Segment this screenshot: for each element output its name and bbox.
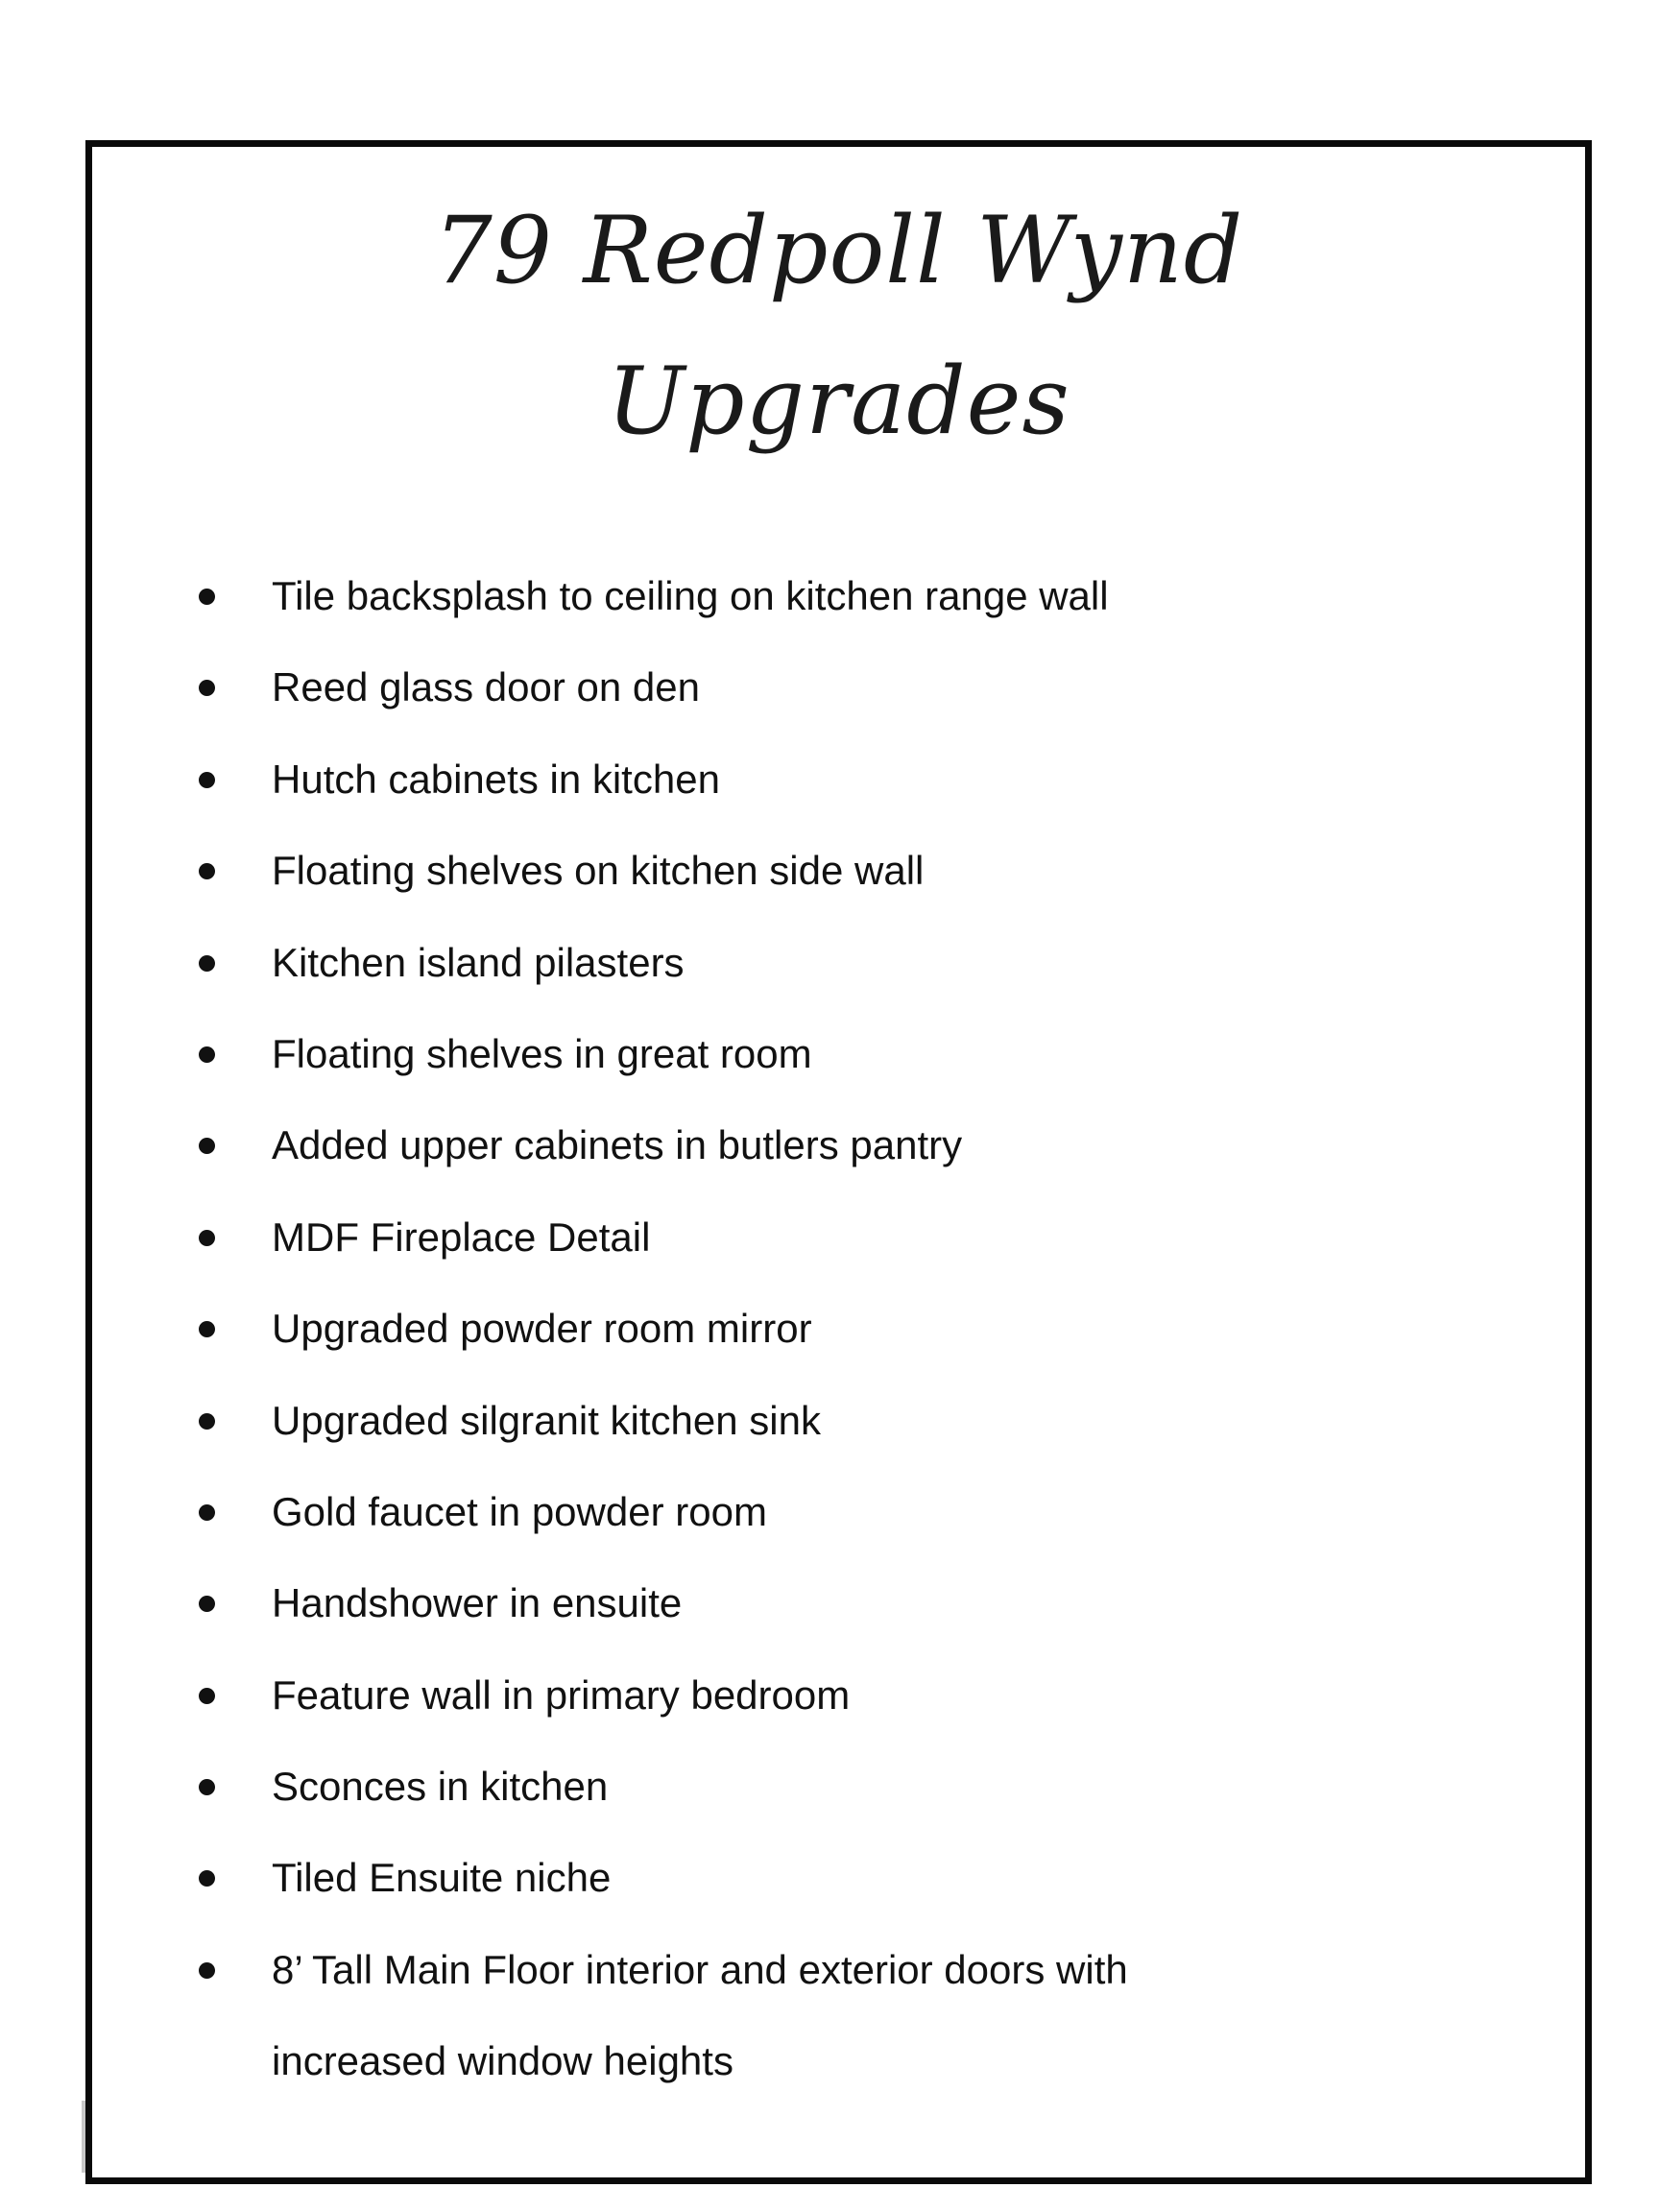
bullet-icon [199, 955, 215, 972]
list-item [92, 1283, 1585, 1374]
list-item [92, 1832, 1585, 1923]
list-item-text: Kitchen island pilasters [272, 939, 685, 985]
upgrades-list [92, 550, 1585, 2107]
list-item [92, 825, 1585, 916]
list-item-text: Tiled Ensuite niche [272, 1855, 612, 1901]
list-item [92, 550, 1585, 641]
list-item [92, 1191, 1585, 1283]
list-item-text: MDF Fireplace Detail [272, 1214, 651, 1260]
bullet-icon [199, 680, 215, 696]
list-item-text: Gold faucet in powder room [272, 1488, 767, 1534]
list-item-text: Hutch cabinets in kitchen [272, 756, 720, 802]
bullet-icon [199, 1962, 215, 1979]
page-title: 79 Redpoll Wynd [433, 197, 1244, 304]
list-item-text: Handshower in ensuite [272, 1580, 683, 1626]
page-subtitle: Upgrades [607, 348, 1070, 455]
list-item-text: 8’ Tall Main Floor interior and exterior doors with increased window heights [272, 1946, 1128, 2084]
list-item-text: Upgraded powder room mirror [272, 1306, 812, 1352]
bullet-icon [199, 1779, 215, 1795]
list-item [92, 641, 1585, 733]
bullet-icon [199, 1413, 215, 1430]
bullet-icon [199, 1138, 215, 1154]
list-item-text: Upgraded silgranit kitchen sink [272, 1397, 821, 1443]
list-item [92, 1557, 1585, 1648]
list-item [92, 1099, 1585, 1190]
list-item [92, 1649, 1585, 1741]
list-item [92, 733, 1585, 825]
list-item [92, 1741, 1585, 1832]
list-item [92, 1924, 1585, 2107]
bullet-icon [199, 1504, 215, 1521]
bullet-icon [199, 589, 215, 605]
bullet-icon [199, 1230, 215, 1246]
document-frame [85, 140, 1592, 2184]
bullet-icon [199, 863, 215, 879]
list-item-text: Added upper cabinets in butlers pantry [272, 1122, 963, 1168]
bullet-icon [199, 772, 215, 788]
list-item-text: Tile backsplash to ceiling on kitchen range wall [272, 573, 1109, 618]
list-item-text: Floating shelves on kitchen side wall [272, 848, 925, 894]
list-item-text: Floating shelves in great room [272, 1030, 812, 1076]
bullet-icon [199, 1870, 215, 1887]
bullet-icon [199, 1596, 215, 1612]
list-item [92, 1375, 1585, 1466]
list-item [92, 1008, 1585, 1099]
list-item-text: Feature wall in primary bedroom [272, 1671, 851, 1718]
bullet-icon [199, 1688, 215, 1704]
bullet-icon [199, 1046, 215, 1063]
list-item-text: Sconces in kitchen [272, 1764, 609, 1810]
list-item [92, 917, 1585, 1008]
list-item [92, 1466, 1585, 1557]
bullet-icon [199, 1321, 215, 1337]
list-item-text: Reed glass door on den [272, 664, 700, 710]
